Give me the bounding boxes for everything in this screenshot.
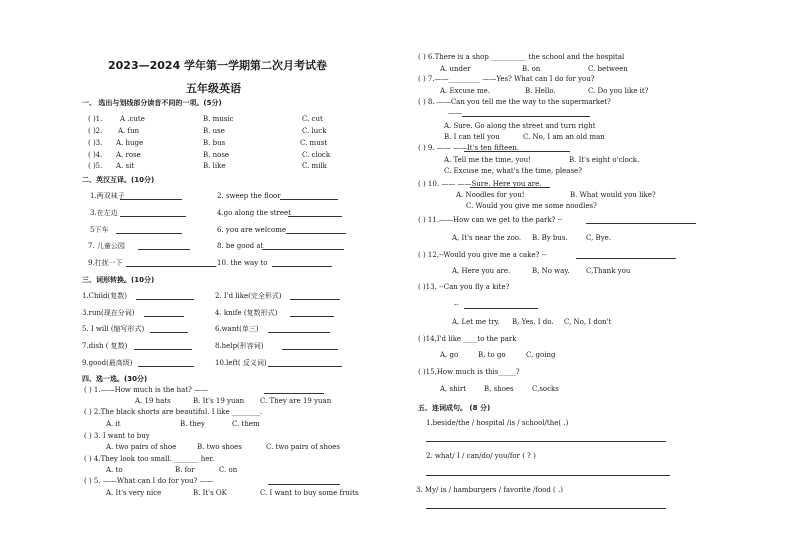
s1-option-c: C. cut [302, 115, 323, 123]
option: B, No way. [532, 267, 570, 275]
option: C,Thank you [586, 267, 631, 275]
section-5-heading: 五、连词成句。 (8 分) [418, 404, 491, 412]
s1-option-a: A. rose [116, 151, 141, 159]
s2-right-item: 4.go along the street [217, 209, 291, 217]
question: ( ) 1.——How much is the hat? —— [84, 386, 209, 394]
option: C. them [232, 420, 260, 428]
question: ( ) 4.They look too small. _______ her. [84, 455, 215, 463]
s1-option-b: B. like [203, 162, 226, 170]
answer-line[interactable] [426, 508, 666, 509]
answer-blank[interactable] [262, 249, 344, 250]
answer-blank[interactable] [288, 216, 342, 217]
s2-right-item: 2. sweep the floor [217, 192, 281, 200]
s3-left-item: 9.good(最高级) [82, 359, 133, 367]
answer-blank[interactable] [150, 332, 188, 333]
s2-left-item: 3.在左边 [90, 209, 118, 217]
option: B. Hello. [525, 87, 556, 95]
option: C. two pairs of shoes [266, 443, 340, 451]
s1-option-a: A. sit [116, 162, 135, 170]
option: B. It's 19 yuan [193, 397, 245, 405]
answer-dash: -- [454, 301, 459, 309]
answer-blank[interactable] [126, 266, 216, 267]
answer-blank[interactable] [290, 316, 334, 317]
question: ( ) 7.——_________ ——Yes? What can I do for you? [418, 75, 595, 83]
s1-row-num: ( )3. [88, 139, 103, 147]
option: B. on [522, 65, 541, 73]
question: ( ) 6.There is a shop __________ the school and the hospital [418, 53, 625, 61]
s3-left-item: 5. I will (缩写形式) [82, 325, 145, 333]
answer-blank[interactable] [268, 484, 340, 485]
option: B. for [175, 466, 195, 474]
answer-blank[interactable] [462, 116, 590, 117]
option: A. Tell me the time, you! [444, 156, 531, 164]
page-subtitle: 五年级英语 [186, 82, 241, 95]
answer-blank[interactable] [464, 308, 538, 309]
answer-blank[interactable] [576, 258, 676, 259]
question: ( ) 12,--Would you give me a cake? -- [418, 251, 547, 259]
s1-row-num: ( )4. [88, 151, 103, 159]
option: A. it [106, 420, 121, 428]
s1-row-num: ( )5. [88, 162, 103, 170]
option: C. Do you like it? [588, 87, 649, 95]
s1-option-c: C. milk [302, 162, 327, 170]
option: B. It's eight o'clock. [569, 156, 640, 164]
option: A. Sure. Go along the street and turn right [444, 122, 596, 130]
s3-right-item: 4. knife (复数形式) [215, 309, 278, 317]
option: A, Let me try. [452, 318, 500, 326]
s2-left-item: 7. 儿童公园 [88, 242, 125, 250]
option: A. under [440, 65, 471, 73]
option: A, It's near the zoo. [452, 234, 522, 242]
s2-right-item: 10. the way to [217, 259, 268, 267]
s3-left-item: 7.dish ( 复数) [82, 342, 128, 350]
option: A. Excuse me. [440, 87, 490, 95]
s1-option-c: C. clock [302, 151, 331, 159]
option: A, shirt [440, 385, 467, 393]
question: ( ) 9. —— ——It's ten fifteen. [418, 144, 520, 152]
question: ( ) 11.——How can we get to the park? -- [418, 216, 563, 224]
option: C. No, I am an old man [523, 133, 605, 141]
answer-blank[interactable] [138, 366, 194, 367]
s1-option-b: B. nose [203, 151, 230, 159]
option: B, Yes, I do. [512, 318, 554, 326]
answer-blank[interactable] [134, 349, 192, 350]
answer-blank[interactable] [280, 199, 338, 200]
sentence-item: 2. what/ I / can/do/ you/for ( ? ) [426, 452, 536, 460]
option: C. I want to buy some fruits [260, 489, 359, 497]
answer-blank[interactable] [138, 249, 190, 250]
s2-right-item: 8. be good at [217, 242, 264, 250]
answer-blank[interactable] [120, 216, 186, 217]
question: ( ) 5. ——What can I do for you? —— [84, 477, 214, 485]
option: B, to go [478, 351, 506, 359]
option: B. What would you like? [570, 191, 656, 199]
answer-blank[interactable] [470, 187, 550, 188]
option: C. between [588, 65, 628, 73]
option: B. two shoes [197, 443, 242, 451]
option: A. Noodles for you! [456, 191, 525, 199]
option: B. It's OK [193, 489, 227, 497]
option: B. I can tell you [444, 133, 500, 141]
answer-line[interactable] [426, 475, 670, 476]
s1-option-a: A. fun [118, 127, 140, 135]
option: A. It's very nice [106, 489, 162, 497]
option: C,socks [532, 385, 559, 393]
section-2-heading: 二、英汉互译。(10分) [82, 176, 155, 184]
option: A, Here you are. [452, 267, 511, 275]
s3-left-item: 1.Child(复数) [82, 292, 127, 300]
option: C, going [526, 351, 556, 359]
option: C. on [219, 466, 238, 474]
answer-blank[interactable] [282, 349, 338, 350]
s2-left-item: 1.两双袜子 [90, 192, 125, 200]
s1-option-c: C. luck [302, 127, 327, 135]
page-title: 2023—2024 学年第一学期第二次月考试卷 [108, 59, 328, 72]
s3-right-item: 6.want(单三) [215, 325, 259, 333]
s2-left-item: 5下车 [90, 226, 109, 234]
answer-blank[interactable] [120, 199, 182, 200]
s3-right-item: 2. I'd like(完全形式) [215, 292, 282, 300]
question: ( ) 8. ——Can you tell me the way to the supermarket? [418, 98, 611, 106]
option: C. Would you give me some noodles? [466, 202, 597, 210]
option: C. Excuse me, what's the time, please? [444, 167, 582, 175]
s1-option-b: B. music [203, 115, 234, 123]
answer-blank[interactable] [290, 299, 340, 300]
question: ( )15,How much is this_____? [418, 368, 520, 376]
option: C, No, I don't [564, 318, 612, 326]
s1-option-a: A. huge [116, 139, 144, 147]
s3-right-item: 10.left( 反义词) [215, 359, 267, 367]
answer-blank[interactable] [136, 299, 194, 300]
s1-option-b: B. use [203, 127, 225, 135]
section-1-heading: 一、 选出与划线部分读音不同的一项。(5分) [82, 99, 222, 107]
sentence-item: 1.beside/the / hospital /is / school/the( .) [426, 419, 569, 427]
s2-right-item: 6. you are welcome [217, 226, 286, 234]
option: C, Bye. [586, 234, 612, 242]
answer-blank[interactable] [268, 366, 342, 367]
section-3-heading: 三、词形转换。(10分) [82, 276, 155, 284]
s2-left-item: 9.打扰一下 [88, 259, 123, 267]
option: B, shoes [484, 385, 514, 393]
answer-blank[interactable] [586, 223, 696, 224]
answer-line[interactable] [426, 441, 666, 442]
sentence-item: 3. My/ is / hamburgers / favorite /food ( .) [416, 486, 563, 494]
answer-blank[interactable] [286, 233, 346, 234]
question: ( ) 3. I want to buy [84, 432, 150, 440]
s3-left-item: 3.run(现在分词) [82, 309, 135, 317]
answer-blank[interactable] [116, 233, 182, 234]
option: B. they [180, 420, 206, 428]
s1-option-a: A .cute [120, 115, 145, 123]
answer-dash: —— [448, 109, 462, 117]
s3-right-item: 8.help(形容词) [215, 342, 264, 350]
option: C. They are 19 yuan [260, 397, 332, 405]
option: A. 19 hats [135, 397, 171, 405]
question: ( ) 10. —— ——Sure. Here you are. [418, 180, 542, 188]
answer-blank[interactable] [144, 316, 184, 317]
answer-blank[interactable] [264, 393, 324, 394]
s1-row-num: ( )1. [88, 115, 103, 123]
s1-row-num: ( )2. [88, 127, 103, 135]
option: B. By bus. [532, 234, 568, 242]
question: ( )13, --Can you fly a kite? [418, 283, 510, 291]
option: A. to [106, 466, 123, 474]
answer-blank[interactable] [464, 151, 570, 152]
question: ( )14,I'd like ____to the park [418, 335, 517, 343]
question: ( ) 2.The black shorts are beautiful. I like ________. [84, 408, 263, 416]
answer-blank[interactable] [268, 332, 330, 333]
option: A. two pairs of shoe [106, 443, 177, 451]
s1-option-b: B. bus [203, 139, 226, 147]
s1-option-c: C. must [300, 139, 328, 147]
answer-blank[interactable] [272, 266, 332, 267]
section-4-heading: 四、选一选。(30分) [82, 375, 148, 383]
option: A, go [440, 351, 459, 359]
